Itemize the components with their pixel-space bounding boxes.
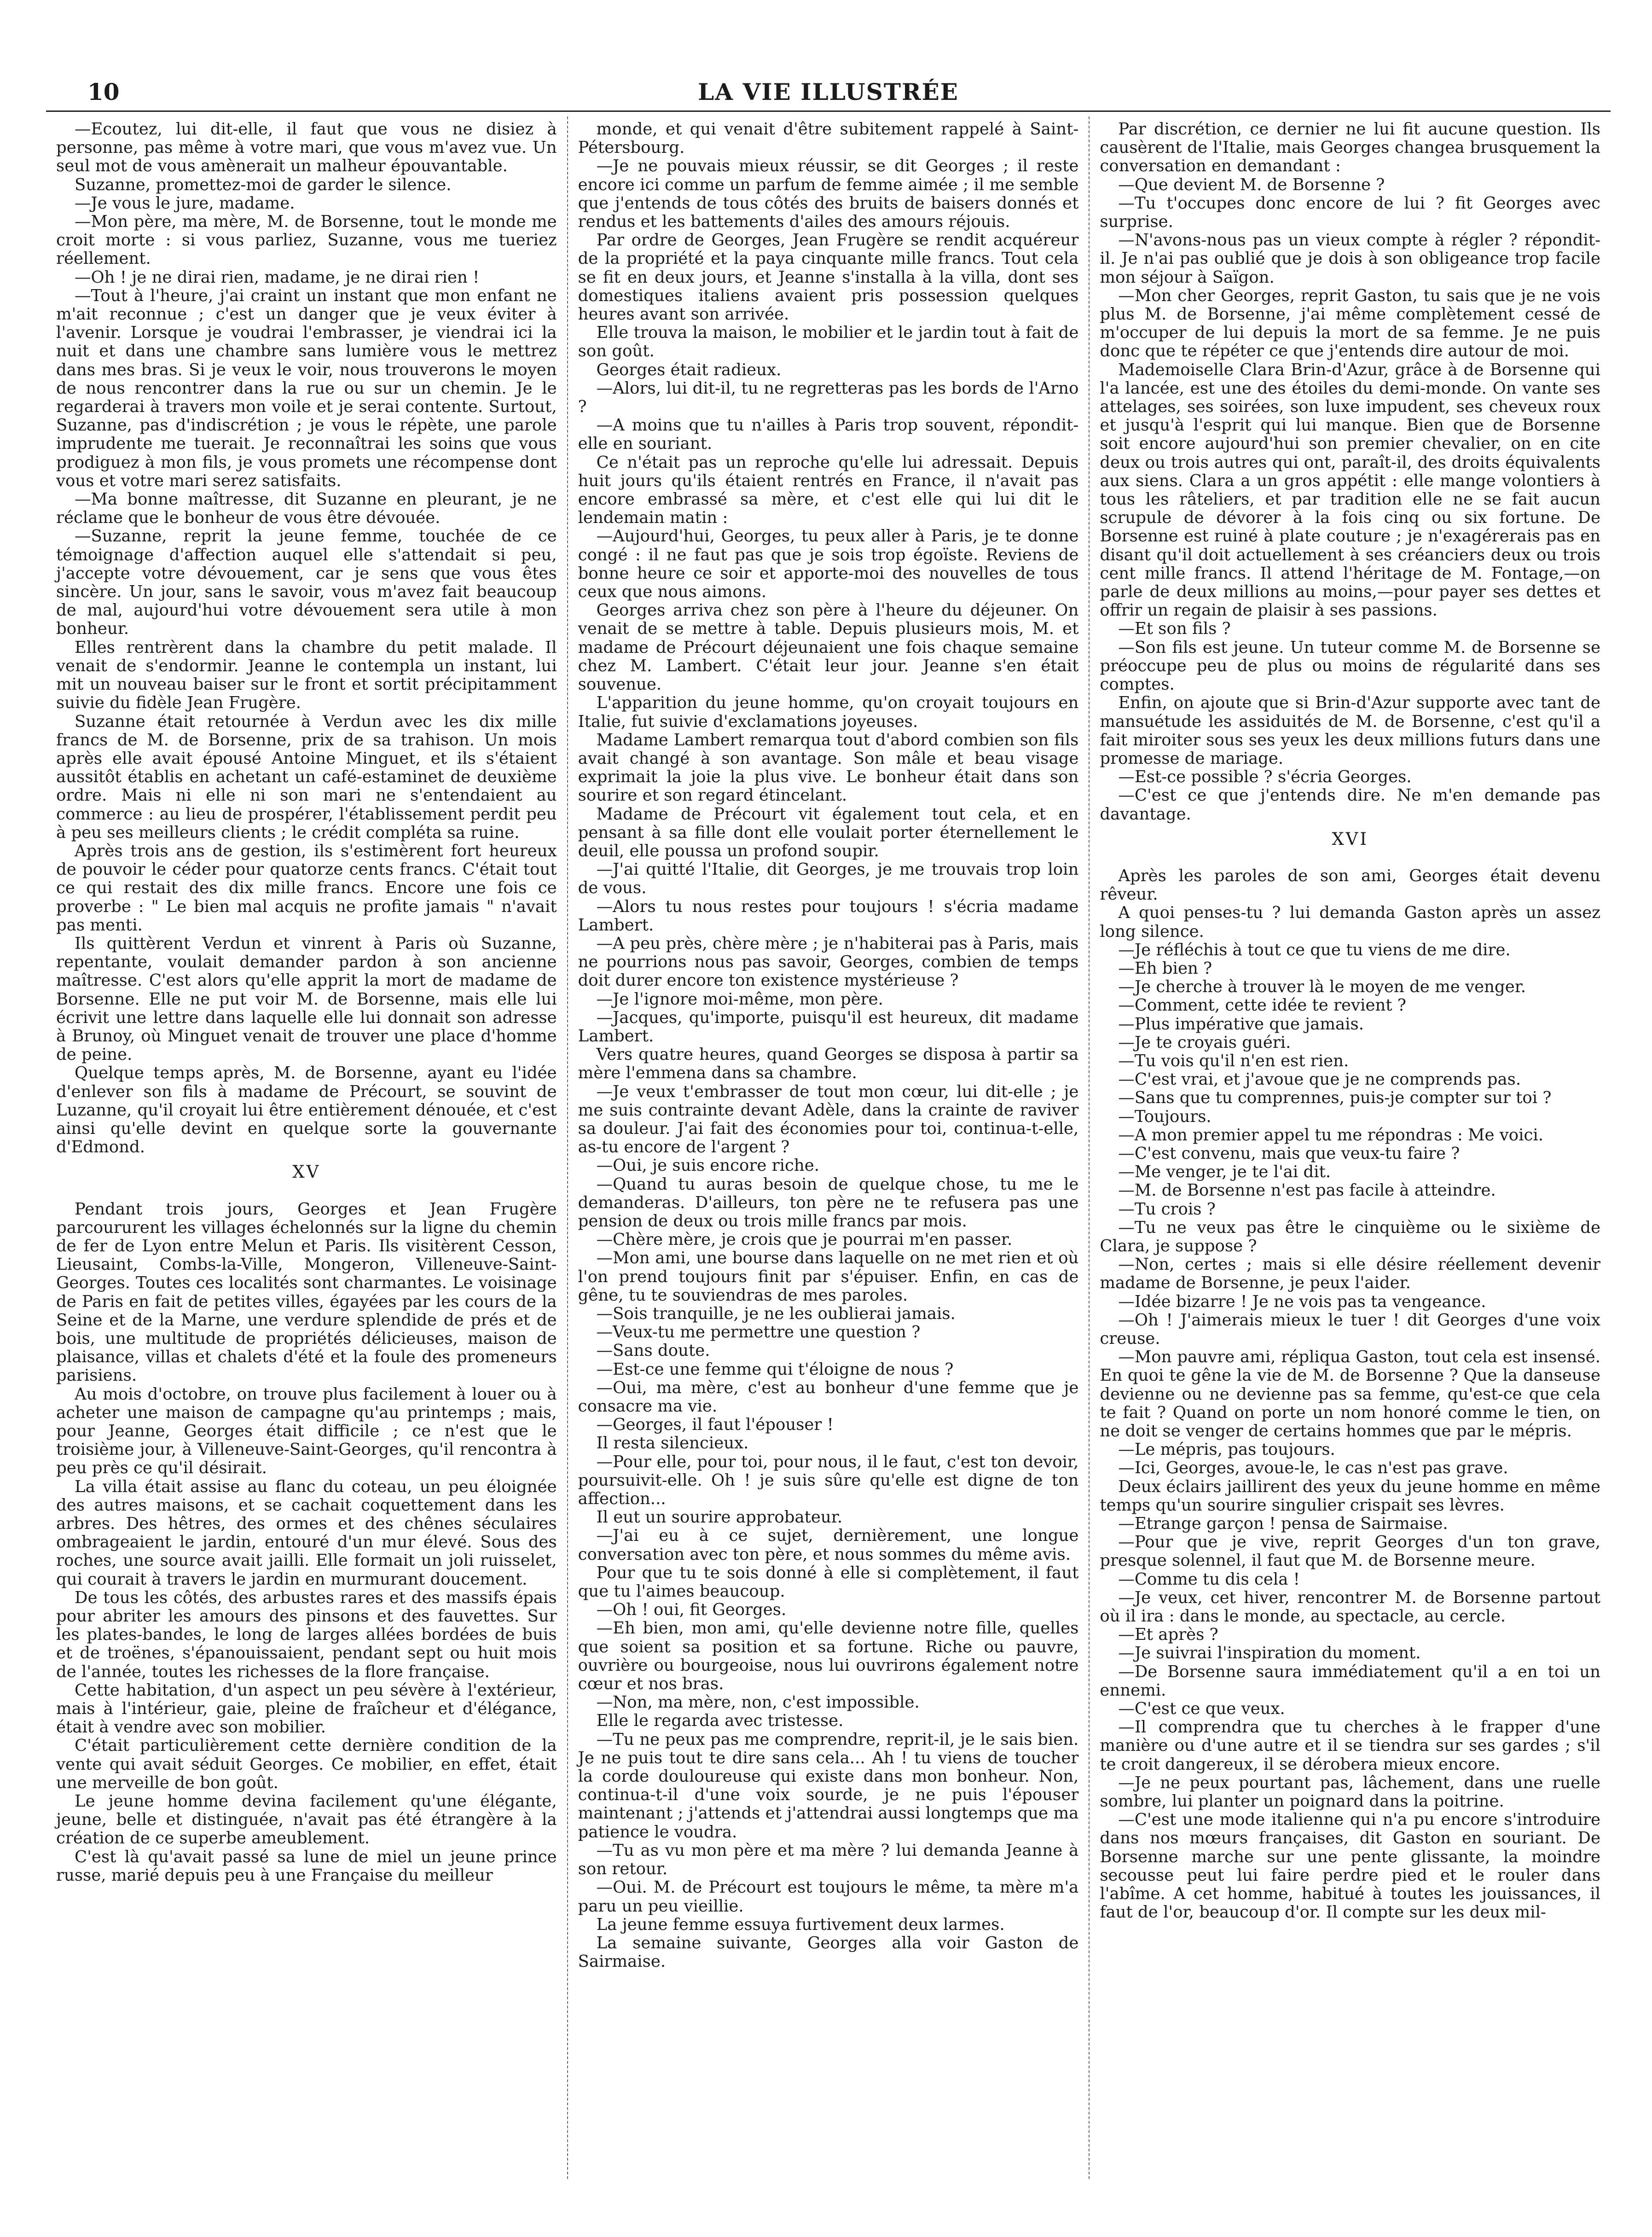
paragraph: —Tout à l'heure, j'ai craint un instant que mon enfant ne m'ait reconnue ; c'est un danger que je veux éviter à l'avenir. Lorsque je voudrai l'embrasser, je viendrai ici la nuit et dans une chambre sans lumière vous le mettrez dans mes bras. Si je veux le voir, nous trouverons le moyen de nous rencontrer dans la rue ou sur un chemin. Je le regarderai à travers mon voile et je serai contente. Surtout, Suzanne, pas d'indiscrétion ; je vous le répète, une parole imprudente me tuerait. Je reconnaîtrai les soins que vous prodiguez à mon fils, je vous promets une récompense dont vous et votre mari serez satisfaits. (56, 286, 557, 490)
paragraph: —Je veux, cet hiver, rencontrer M. de Borsenne partout où il ira : dans le monde, au spectacle, au cercle. (1100, 1588, 1601, 1626)
paragraph: —Plus impérative que jamais. (1118, 1014, 1364, 1034)
paragraph: —Je suivrai l'inspiration du moment. (1118, 1644, 1421, 1663)
paragraph: La jeune femme essuya furtivement deux larmes. (596, 1915, 1005, 1934)
paragraph: —Tu as vu mon père et ma mère ? lui demanda Jeanne à son retour. (578, 1841, 1079, 1879)
paragraph: La semaine suivante, Georges alla voir Gaston de Sairmaise. (578, 1933, 1079, 1971)
paragraph: —Mon pauvre ami, répliqua Gaston, tout cela est insensé. En quoi te gêne la vie de M. de Borsenne ? Que la danseuse devienne ou ne devienne pas sa femme, qu'est-ce que cela te fait ? Quand on porte un nom honoré comme le tien, on ne doit se venger de certains hommes que par le mépris. (1100, 1348, 1601, 1441)
page-header (46, 69, 1611, 112)
paragraph: —J'ai eu à ce sujet, dernièrement, une longue conversation avec ton père, et nous sommes du même avis. (578, 1526, 1079, 1564)
paragraph: Cette habitation, d'un aspect un peu sévère à l'extérieur, mais à l'intérieur, gaie, pleine de fraîcheur et d'élégance, était à vendre avec son mobilier. (56, 1680, 557, 1737)
paragraph: —Et son fils ? (1118, 619, 1231, 639)
paragraph: L'apparition du jeune homme, qu'on croyait toujours en Italie, fut suivie d'exclamations joyeuses. (578, 693, 1079, 731)
paragraph: —Ecoutez, lui dit-elle, il faut que vous ne disiez à personne, pas même à votre mari, que vous m'avez vue. Un seul mot de vous amènerait un malheur épouvantable. (56, 120, 557, 176)
paragraph: Après les paroles de son ami, Georges était devenu rêveur. (1100, 866, 1601, 904)
paragraph: —J'ai quitté l'Italie, dit Georges, je me trouvais trop loin de vous. (578, 860, 1079, 898)
paragraph: —Idée bizarre ! Je ne vois pas ta vengeance. (1118, 1292, 1486, 1311)
paragraph: —Sois tranquille, je ne les oublierai jamais. (596, 1304, 956, 1323)
paragraph: —Non, certes ; mais si elle désire réellement devenir madame de Borsenne, je peux l'aider. (1100, 1255, 1601, 1293)
paragraph: —A moins que tu n'ailles à Paris trop souvent, répondit-elle en souriant. (578, 416, 1079, 453)
paragraph: —Je ne peux pourtant pas, lâchement, dans une ruelle sombre, lui planter un poignard dans la poitrine. (1100, 1773, 1601, 1811)
paragraph: La villa était assise au flanc du coteau, un peu éloignée des autres maisons, et se cachait coquettement dans les arbres. Des hêtres, des ormes et des chênes séculaires ombrageaient le jardin, entouré d'un mur élevé. Sous des roches, une source avait jailli. Elle formait un joli ruisselet, qui courait à travers le jardin en murmurant doucement. (56, 1477, 557, 1589)
paragraph: —De Borsenne saura immédiatement qu'il a en toi un ennemi. (1100, 1662, 1601, 1700)
paragraph: Ce n'était pas un reproche qu'elle lui adressait. Depuis huit jours qu'ils étaient rentrés en France, il n'avait pas encore embrassé sa mère, et c'est elle qui lui dit le lendemain matin : (578, 453, 1079, 528)
paragraph: —Je l'ignore moi-même, mon père. (596, 989, 883, 1009)
paragraph: Après trois ans de gestion, ils s'estimèrent fort heureux de pouvoir le céder pour quatorze cents francs. C'était tout ce qui restait des dix mille francs. Encore une fois ce proverbe : " Le bien mal acquis ne profite jamais " n'avait pas menti. (56, 841, 557, 935)
paragraph: Georges était radieux. (596, 360, 782, 379)
paragraph: —Tu crois ? (1118, 1199, 1216, 1219)
paragraph: monde, et qui venait d'être subitement rappelé à Saint-Pétersbourg. (578, 120, 1079, 157)
paragraph: Il resta silencieux. (596, 1434, 749, 1453)
paragraph: Enfin, on ajoute que si Brin-d'Azur supporte avec tant de mansuétude les assiduités de M. de Borsenne, c'est qu'il a fait miroiter sous ses yeux les deux millions futurs dans une promesse de mariage. (1100, 693, 1601, 768)
paragraph: —C'est une mode italienne qui n'a pu encore s'introduire dans nos mœurs françaises, dit Gaston en souriant. De Borsenne marche sur une pente glissante, la moindre secousse peut lui faire perdre pied et le rouler dans l'abîme. A cet homme, habitué à toutes les jouissances, il faut de l'or, beaucoup d'or. Il compte sur les deux mil- (1100, 1810, 1601, 1922)
paragraph: —Eh bien, mon ami, qu'elle devienne notre fille, quelles que soient sa position et sa fortune. Riche ou pauvre, ouvrière ou bourgeoise, nous lui ouvrirons également notre cœur et nos bras. (578, 1619, 1079, 1694)
paragraph: —Oui. M. de Précourt est toujours le même, ta mère m'a paru un peu vieillie. (578, 1878, 1079, 1916)
paragraph: —Etrange garçon ! pensa de Sairmaise. (1118, 1514, 1448, 1534)
text-column-3 (1089, 116, 1611, 2179)
text-column-1 (46, 116, 567, 2179)
paragraph: Georges arriva chez son père à l'heure du déjeuner. On venait de se mettre à table. Depuis plusieurs mois, M. et madame de Précourt déjeunaient une fois chaque semaine chez M. Lambert. C'était leur jour. Jeanne s'en était souvenue. (578, 601, 1079, 694)
paragraph: —Non, ma mère, non, c'est impossible. (596, 1693, 920, 1712)
paragraph: —Pour que je vive, reprit Georges d'un ton grave, presque solennel, il faut que M. de Borsenne meure. (1100, 1533, 1601, 1570)
paragraph: —Oh ! je ne dirai rien, madame, je ne dirai rien ! (75, 267, 480, 287)
paragraph: —Je veux t'embrasser de tout mon cœur, lui dit-elle ; je me suis contrainte devant Adèle, dans la crainte de raviver sa douleur. J'ai fait des économies pour toi, continua-t-elle, as-tu encore de l'argent ? (578, 1082, 1079, 1157)
paragraph: Mademoiselle Clara Brin-d'Azur, grâce à de Borsenne qui l'a lancée, est une des étoiles du demi-monde. On vante ses attelages, ses soirées, son luxe impudent, ses cheveux roux et jusqu'à l'esprit qui lui manque. Bien que de Borsenne soit encore aujourd'hui son premier chevalier, on en cite deux ou trois autres qui ont, paraît-il, des droits équivalents aux siens. Clara a un gros appétit : elle mange volontiers à tous les râteliers, et par tradition elle ne se fait aucun scrupule de dévorer à la fois cinq ou six fortune. De Borsenne est ruiné à plate couture ; je n'exagérerais pas en disant qu'il doit actuellement à ses créanciers deux ou trois cent mille francs. Il attend l'héritage de M. Fontage,—on parle de deux millions au moins,—pour payer ses dettes et offrir un regain de plaisir à ses passions. (1100, 360, 1601, 620)
paragraph: —Je réfléchis à tout ce que tu viens de me dire. (1118, 940, 1511, 959)
paragraph: —C'est convenu, mais que veux-tu faire ? (1118, 1144, 1460, 1163)
paragraph: —Veux-tu me permettre une question ? (596, 1323, 921, 1342)
paragraph: —Alors tu nous restes pour toujours ! s'écria madame Lambert. (578, 897, 1079, 935)
paragraph: —Jacques, qu'importe, puisqu'il est heureux, dit madame Lambert. (578, 1008, 1079, 1046)
paragraph: —C'est ce que veux. (1118, 1699, 1285, 1719)
paragraph: —Oui, ma mère, c'est au bonheur d'une femme que je consacre ma vie. (578, 1378, 1079, 1416)
paragraph: —Pour elle, pour toi, pour nous, il le faut, c'est ton devoir, poursuivit-elle. Oh ! je suis sûre qu'elle est digne de ton affection... (578, 1452, 1079, 1509)
paragraph: —Tu t'occupes donc encore de lui ? fit Georges avec surprise. (1100, 193, 1601, 232)
paragraph: Par discrétion, ce dernier ne lui fit aucune question. Ils causèrent de l'Italie, mais Georges changea brusquement la conversation en demandant : (1100, 120, 1601, 176)
paragraph: —Oui, je suis encore riche. (596, 1156, 820, 1175)
paragraph: —Est-ce possible ? s'écria Georges. (1118, 767, 1412, 787)
chapter-heading: XVI (1332, 829, 1369, 849)
paragraph: —Je te croyais guéri. (1118, 1033, 1291, 1052)
paragraph: —Mon père, ma mère, M. de Borsenne, tout le monde me croit morte : si vous parliez, Suzanne, vous me tueriez réellement. (56, 212, 557, 268)
paragraph: Elle le regarda avec tristesse. (596, 1711, 844, 1731)
paragraph: Pour que tu te sois donné à elle si complètement, il faut que tu l'aimes beaucoup. (578, 1563, 1079, 1601)
paragraph: Suzanne était retournée à Verdun avec les dix mille francs de M. de Borsenne, prix de sa trahison. Un mois après elle avait épousé Antoine Minguet, et ils s'étaient aussitôt établis en achetant un café-estaminet de deuxième ordre. Mais ni elle ni son mari ne s'entendaient au commerce : au lieu de prospérer, l'établissement perdit peu à peu ses meilleurs clients ; le crédit compléta sa ruine. (56, 712, 557, 842)
paragraph: —Me venger, je te l'ai dit. (1118, 1162, 1331, 1182)
paragraph: —C'est ce que j'entends dire. Ne m'en demande pas davantage. (1100, 786, 1601, 824)
paragraph: Il eut un sourire approbateur. (596, 1508, 843, 1527)
paragraph: —Mon ami, une bourse dans laquelle on ne met rien et où l'on prend toujours finit par s'épuiser. Enfin, en cas de gêne, tu te souviendras de mes paroles. (578, 1249, 1079, 1305)
page-number: 10 (87, 78, 120, 105)
paragraph: —Oh ! oui, fit Georges. (596, 1600, 787, 1620)
paragraph: —Ici, Georges, avoue-le, le cas n'est pas grave. (1118, 1458, 1508, 1478)
paragraph: —M. de Borsenne n'est pas facile à atteindre. (1118, 1181, 1496, 1200)
paragraph: —Sans doute. (596, 1341, 710, 1360)
paragraph: —Georges, il faut l'épouser ! (596, 1415, 834, 1435)
paragraph: —Son fils est jeune. Un tuteur comme M. de Borsenne se préoccupe peu de plus ou moins de régularité dans ses comptes. (1100, 638, 1601, 694)
paragraph: Par ordre de Georges, Jean Frugère se rendit acquéreur de la propriété et la paya cinquante mille francs. Tout cela se fit en deux jours, et Jeanne s'installa à la villa, dont ses domestiques italiens avaient pris possession quelques heures avant son arrivée. (578, 231, 1079, 324)
paragraph: —Sans que tu comprennes, puis-je compter sur toi ? (1118, 1088, 1552, 1108)
paragraph: —Le mépris, pas toujours. (1118, 1440, 1335, 1459)
article-columns (46, 116, 1611, 2179)
paragraph: C'est là qu'avait passé sa lune de miel un jeune prince russe, marié depuis peu à une Française du meilleur (56, 1847, 557, 1885)
paragraph: —Je ne pouvais mieux réussir, se dit Georges ; il reste encore ici comme un parfum de femme aimée ; il me semble que j'entends de tous côtés des bruits de baisers donnés et rendus et les battements d'ailes des amours réjouis. (578, 157, 1079, 232)
paragraph: —Tu ne peux pas me comprendre, reprit-il, je le sais bien. Je ne puis tout te dire sans cela... Ah ! tu viens de toucher la corde douloureuse qui existe dans mon bonheur. Non, continua-t-il d'une voix sourde, je ne puis l'épouser maintenant ; j'attends et j'attendrai aussi longtemps que ma patience le voudra. (578, 1730, 1079, 1842)
paragraph: Vers quatre heures, quand Georges se disposa à partir sa mère l'emmena dans sa chambre. (578, 1045, 1079, 1083)
paragraph: Pendant trois jours, Georges et Jean Frugère parcoururent les villages échelonnés sur la ligne du chemin de fer de Lyon entre Melun et Paris. Ils visitèrent Cesson, Lieusaint, Combs-la-Ville, Mongeron, Villeneuve-Saint-Georges. Toutes ces localités sont charmantes. Le voisinage de Paris en fait de petites villes, égayées par les cours de la Seine et de la Marne, une verdure splendide de prés et de bois, une multitude de propriétés délicieuses, maison de plaisance, villas et chalets d'été et la foule des promeneurs parisiens. (56, 1199, 557, 1385)
paragraph: —Quand tu auras besoin de quelque chose, tu me le demanderas. D'ailleurs, ton père ne te refusera pas une pension de deux ou trois mille francs par mois. (578, 1174, 1079, 1231)
text-column-2 (567, 116, 1089, 2179)
paragraph: Quelque temps après, M. de Borsenne, ayant eu l'idée d'enlever son fils à madame de Précourt, se souvint de Luzanne, qu'il croyait lui être entièrement dénouée, et c'est ainsi qu'elle devint en quelque sorte la gouvernante d'Edmond. (56, 1063, 557, 1157)
paragraph: —Eh bien ? (1118, 959, 1212, 978)
paragraph: —A peu près, chère mère ; je n'habiterai pas à Paris, mais ne pourrions nous pas savoir, Georges, combien de temps doit durer encore ton existence mystérieuse ? (578, 934, 1079, 990)
paragraph: —Et après ? (1118, 1625, 1218, 1644)
paragraph: —Alors, lui dit-il, tu ne regretteras pas les bords de l'Arno ? (578, 378, 1079, 417)
paragraph: C'était particulièrement cette dernière condition de la vente qui avait séduit Georges. Ce mobilier, en effet, était une merveille de bon goût. (56, 1736, 557, 1792)
paragraph: —Mon cher Georges, reprit Gaston, tu sais que je ne vois plus M. de Borsenne, j'ai même complètement cessé de m'occuper de lui depuis la mort de sa femme. Je ne puis donc que te répéter ce que j'entends dire autour de moi. (1100, 286, 1601, 361)
paragraph: —Aujourd'hui, Georges, tu peux aller à Paris, je te donne congé : il ne faut pas que je sois trop égoïste. Reviens de bonne heure ce soir et apporte-moi des nouvelles de tous ceux que nous aimons. (578, 527, 1079, 602)
paragraph: —Suzanne, reprit la jeune femme, touchée de ce témoignage d'affection auquel elle s'attendait si peu, j'accepte votre dévouement, car je sens que vous êtes sincère. Un jour, sans le savoir, vous m'avez fait beaucoup de mal, aujourd'hui votre dévouement sera utile à mon bonheur. (56, 527, 557, 639)
paragraph: —Je cherche à trouver là le moyen de me venger. (1118, 977, 1526, 997)
paragraph: —Je vous le jure, madame. (75, 193, 295, 213)
paragraph: —Ma bonne maîtresse, dit Suzanne en pleurant, je ne réclame que le bonheur de vous être dévouée. (56, 490, 557, 528)
paragraph: A quoi penses-tu ? lui demanda Gaston après un assez long silence. (1100, 903, 1601, 941)
chapter-heading: XV (292, 1162, 321, 1182)
paragraph: —C'est vrai, et j'avoue que je ne comprends pas. (1118, 1070, 1521, 1089)
paragraph: —Comme tu dis cela ! (1118, 1569, 1300, 1589)
paragraph: —Il comprendra que tu cherches à le frapper d'une manière ou d'une autre et il se tiendra sur ses gardes ; s'il te croit dangereux, il se dérobera mieux encore. (1100, 1718, 1601, 1774)
paragraph: —Chère mère, je crois que je pourrai m'en passer. (596, 1230, 1013, 1249)
paragraph: Deux éclairs jaillirent des yeux du jeune homme en même temps qu'un sourire singulier crispait ses lèvres. (1100, 1477, 1601, 1515)
journal-title: LA VIE ILLUSTRÉE (698, 78, 959, 105)
paragraph: —Tu vois qu'il n'en est rien. (1118, 1051, 1349, 1070)
paragraph: —N'avons-nous pas un vieux compte à régler ? répondit-il. Je n'ai pas oublié que je dois à son obligeance trop facile mon séjour à Saïgon. (1100, 231, 1601, 287)
paragraph: Madame Lambert remarqua tout d'abord combien son fils avait changé à son avantage. Son mâle et beau visage exprimait la joie la plus vive. Le bonheur était dans son sourire et son regard étincelant. (578, 730, 1079, 805)
paragraph: De tous les côtés, des arbustes rares et des massifs épais pour abriter les amours des pinsons et des fauvettes. Sur les plates-bandes, le long de larges allées bordées de buis et de troënes, s'épanouissaient, pendant sept ou huit mois de l'année, toutes les richesses de la flore française. (56, 1588, 557, 1681)
paragraph: Elle trouva la maison, le mobilier et le jardin tout à fait de son goût. (578, 323, 1079, 361)
paragraph: —Que devient M. de Borsenne ? (1118, 175, 1385, 194)
paragraph: —Toujours. (1118, 1107, 1211, 1126)
paragraph: Ils quittèrent Verdun et vinrent à Paris où Suzanne, repentante, voulait demander pardon à son ancienne maîtresse. C'est alors qu'elle apprit la mort de madame de Borsenne. Elle ne put voir M. de Borsenne, mais elle lui écrivit une lettre dans laquelle elle lui donnait son adresse à Brunoy, où Minguet venait de trouver une place d'homme de peine. (56, 934, 557, 1064)
paragraph: Au mois d'octobre, on trouve plus facilement à louer ou à acheter une maison de campagne qu'au printemps ; mais, pour Jeanne, Georges était difficile ; ce n'est que le troisième jour, à Villeneuve-Saint-Georges, qu'il rencontra à peu près ce qu'il désirait. (56, 1384, 557, 1478)
paragraph: —Est-ce une femme qui t'éloigne de nous ? (596, 1360, 954, 1379)
paragraph: —Tu ne veux pas être le cinquième ou le sixième de Clara, je suppose ? (1100, 1218, 1601, 1255)
paragraph: Le jeune homme devina facilement qu'une élégante, jeune, belle et distinguée, n'avait pas été étrangère à la création de ce superbe ameublement. (56, 1792, 557, 1848)
paragraph: —Oh ! J'aimerais mieux le tuer ! dit Georges d'une voix creuse. (1100, 1310, 1601, 1348)
paragraph: Suzanne, promettez-moi de garder le silence. (75, 175, 452, 194)
paragraph: Elles rentrèrent dans la chambre du petit malade. Il venait de s'endormir. Jeanne le contempla un instant, lui mit un nouveau baiser sur le front et sortit précipitamment suivie du fidèle Jean Frugère. (56, 638, 557, 713)
paragraph: —Comment, cette idée te revient ? (1118, 996, 1406, 1015)
paragraph: —A mon premier appel tu me répondras : Me voici. (1118, 1125, 1544, 1145)
paragraph: Madame de Précourt vit également tout cela, et en pensant à sa fille dont elle voulait porter éternellement le deuil, elle poussa un profond soupir. (578, 804, 1079, 860)
